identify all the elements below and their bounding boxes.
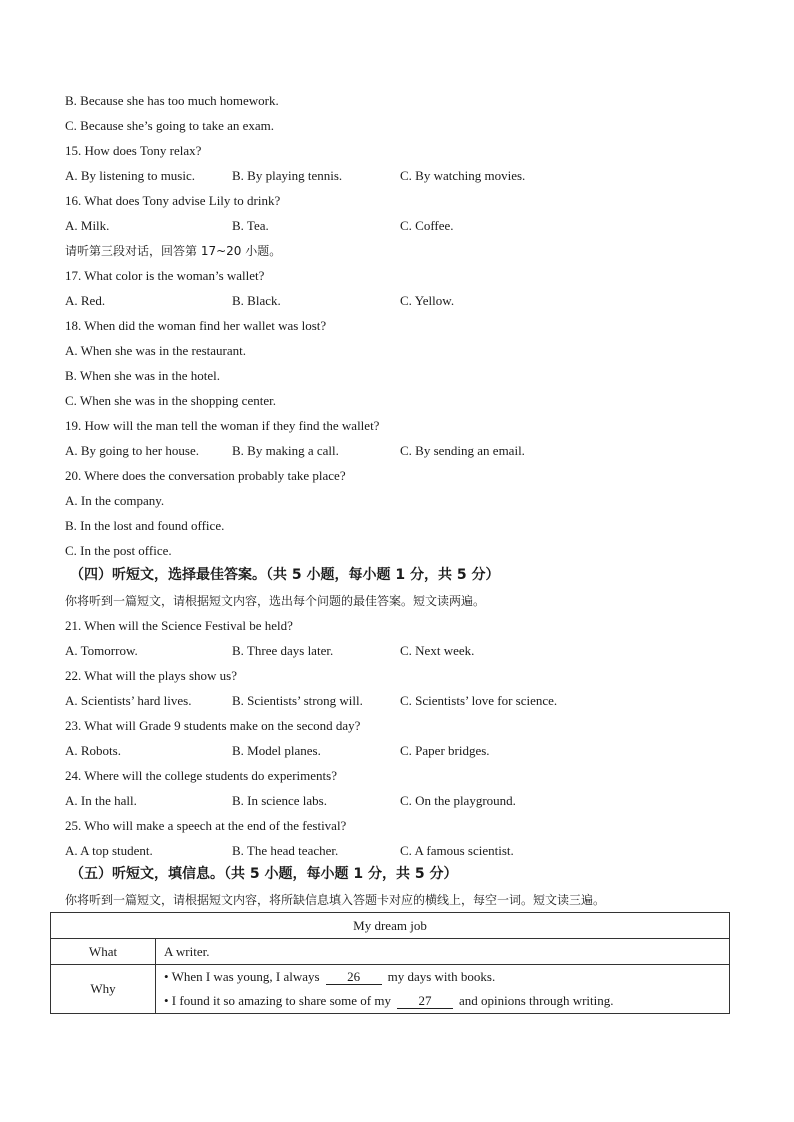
q17-options bbox=[65, 293, 745, 309]
q14-option-c: C. Because she’s going to take an exam. bbox=[65, 118, 275, 133]
why-line-1 bbox=[164, 965, 729, 989]
dream-job-table bbox=[50, 912, 730, 1014]
q16-options bbox=[65, 218, 745, 234]
q19-question: 19. How will the man tell the woman if they find the wallet? bbox=[65, 418, 380, 433]
why-line-2-after: and opinions through writing. bbox=[458, 993, 614, 1008]
q22-options bbox=[65, 693, 745, 709]
section4-instruction: 你将听到一篇短文，请根据短文内容，选出每个问题的最佳答案。短文读两遍。 bbox=[65, 594, 486, 608]
q21-question: 21. When will the Science Festival be held? bbox=[65, 618, 293, 633]
q23-option-b: B. Model planes. bbox=[232, 743, 321, 758]
q18-option-b: B. When she was in the hotel. bbox=[65, 368, 221, 383]
q19-option-a: A. By going to her house. bbox=[65, 443, 199, 458]
q14-option-b: B. Because she has too much homework. bbox=[65, 93, 279, 108]
section5-instruction: 你将听到一篇短文，请根据短文内容，将所缺信息填入答题卡对应的横线上，每空一词。短文读三遍。 bbox=[65, 893, 606, 907]
q22-question: 22. What will the plays show us? bbox=[65, 668, 237, 683]
q16-option-a: A. Milk. bbox=[65, 218, 110, 233]
q15-question: 15. How does Tony relax? bbox=[65, 143, 202, 158]
table-row-why bbox=[51, 965, 730, 1014]
q15-options bbox=[65, 168, 745, 184]
what-value: A writer. bbox=[156, 939, 730, 965]
q19-options bbox=[65, 443, 745, 459]
q25-option-b: B. The head teacher. bbox=[232, 843, 339, 858]
why-line-1-after: my days with books. bbox=[387, 969, 496, 984]
q25-options bbox=[65, 843, 745, 859]
q22-option-c: C. Scientists’ love for science. bbox=[400, 693, 558, 708]
q21-option-c: C. Next week. bbox=[400, 643, 475, 658]
q15-option-c: C. By watching movies. bbox=[400, 168, 526, 183]
why-line-2 bbox=[164, 989, 729, 1013]
q23-option-c: C. Paper bridges. bbox=[400, 743, 490, 758]
q22-option-a: A. Scientists’ hard lives. bbox=[65, 693, 192, 708]
q18-option-a: A. When she was in the restaurant. bbox=[65, 343, 246, 358]
q23-options bbox=[65, 743, 745, 759]
q15-option-b: B. By playing tennis. bbox=[232, 168, 343, 183]
q20-option-a: A. In the company. bbox=[65, 493, 165, 508]
why-line-1-before: • When I was young, I always bbox=[164, 969, 320, 984]
blank-26[interactable]: 26 bbox=[326, 970, 382, 985]
q24-option-c: C. On the playground. bbox=[400, 793, 516, 808]
q22-option-b: B. Scientists’ strong will. bbox=[232, 693, 363, 708]
q19-option-c: C. By sending an email. bbox=[400, 443, 525, 458]
what-label: What bbox=[51, 939, 156, 965]
q24-question: 24. Where will the college students do experiments? bbox=[65, 768, 337, 783]
dialogue3-instruction: 请听第三段对话，回答第 17~20 小题。 bbox=[65, 244, 282, 258]
q17-option-b: B. Black. bbox=[232, 293, 281, 308]
q19-option-b: B. By making a call. bbox=[232, 443, 339, 458]
section5-title: （五）听短文，填信息。（共 5 小题，每小题 1 分，共 5 分） bbox=[70, 866, 458, 882]
q18-question: 18. When did the woman find her wallet was lost? bbox=[65, 318, 327, 333]
section4-title: （四）听短文，选择最佳答案。（共 5 小题，每小题 1 分，共 5 分） bbox=[70, 567, 500, 583]
q16-option-b: B. Tea. bbox=[232, 218, 269, 233]
q15-option-a: A. By listening to music. bbox=[65, 168, 195, 183]
q18-option-c: C. When she was in the shopping center. bbox=[65, 393, 276, 408]
q25-option-a: A. A top student. bbox=[65, 843, 153, 858]
q16-option-c: C. Coffee. bbox=[400, 218, 454, 233]
why-line-2-before: • I found it so amazing to share some of my bbox=[164, 993, 391, 1008]
q17-option-a: A. Red. bbox=[65, 293, 106, 308]
q16-question: 16. What does Tony advise Lily to drink? bbox=[65, 193, 281, 208]
q20-question: 20. Where does the conversation probably take place? bbox=[65, 468, 346, 483]
q24-options bbox=[65, 793, 745, 809]
table-row-what bbox=[51, 939, 730, 965]
blank-27[interactable]: 27 bbox=[397, 994, 453, 1009]
q23-question: 23. What will Grade 9 students make on the second day? bbox=[65, 718, 361, 733]
q24-option-b: B. In science labs. bbox=[232, 793, 327, 808]
q17-question: 17. What color is the woman’s wallet? bbox=[65, 268, 265, 283]
table-title: My dream job bbox=[51, 913, 730, 939]
q20-option-c: C. In the post office. bbox=[65, 543, 172, 558]
q25-option-c: C. A famous scientist. bbox=[400, 843, 514, 858]
q24-option-a: A. In the hall. bbox=[65, 793, 137, 808]
q25-question: 25. Who will make a speech at the end of the festival? bbox=[65, 818, 347, 833]
q21-option-b: B. Three days later. bbox=[232, 643, 334, 658]
q20-option-b: B. In the lost and found office. bbox=[65, 518, 225, 533]
q21-option-a: A. Tomorrow. bbox=[65, 643, 138, 658]
why-label: Why bbox=[51, 965, 156, 1014]
why-content bbox=[156, 965, 730, 1014]
q23-option-a: A. Robots. bbox=[65, 743, 121, 758]
q17-option-c: C. Yellow. bbox=[400, 293, 455, 308]
q21-options bbox=[65, 643, 745, 659]
